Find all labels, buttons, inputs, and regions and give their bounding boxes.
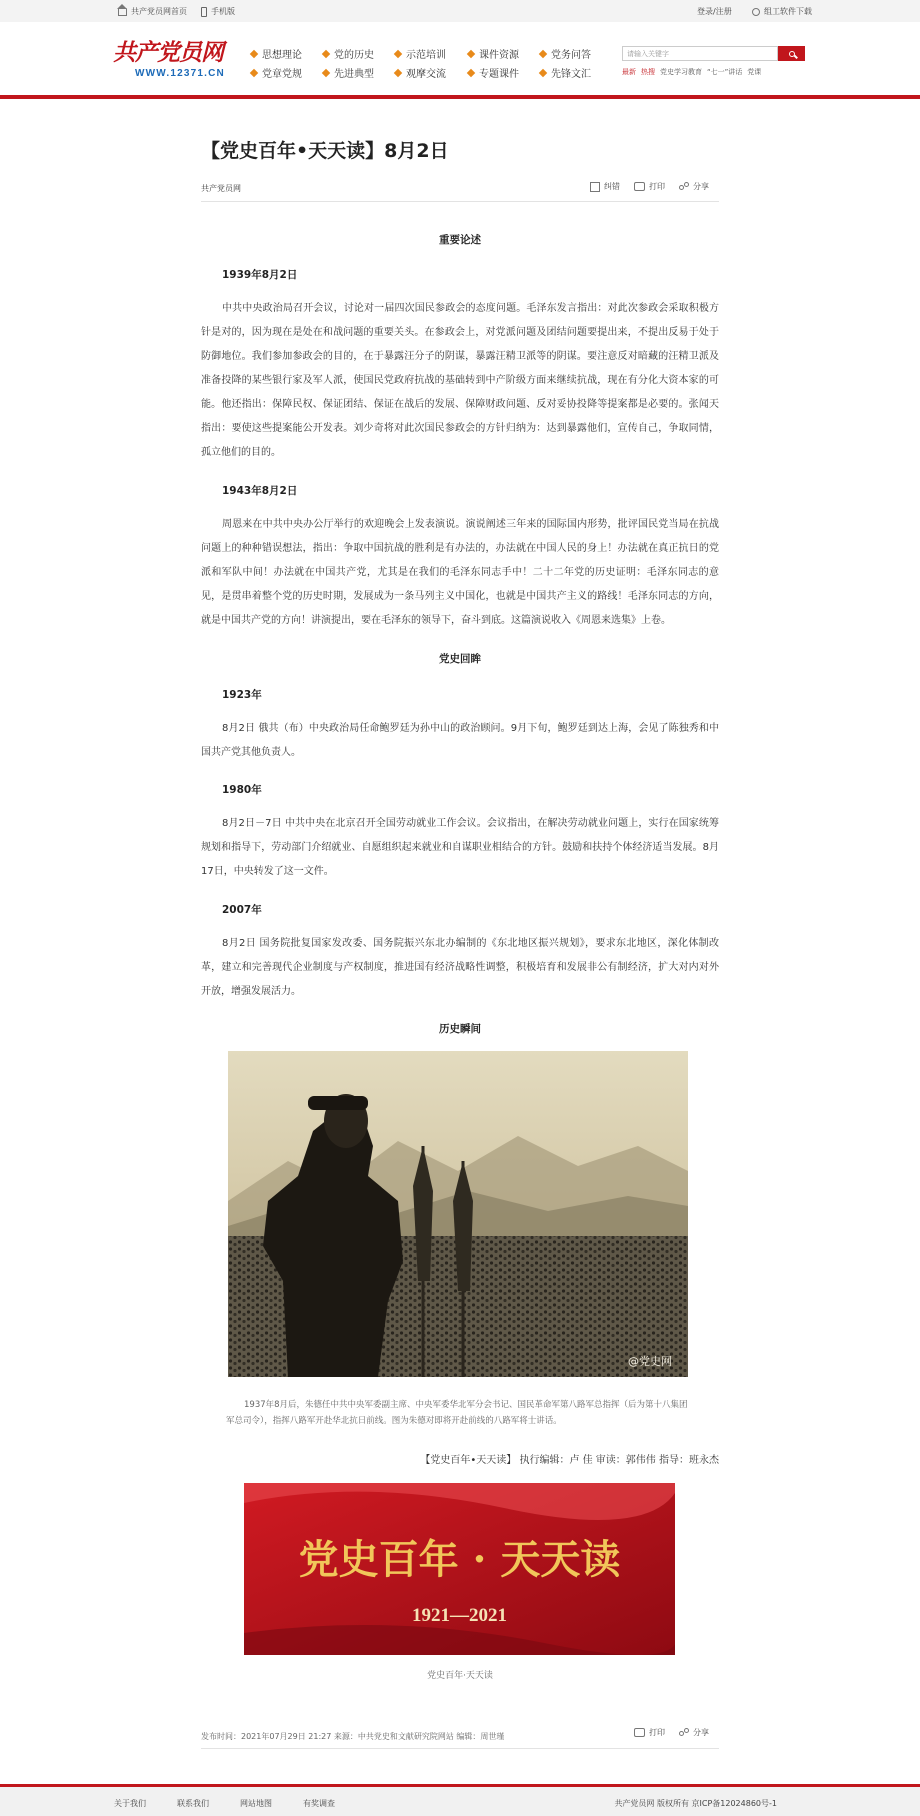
paragraph: 中共中央政治局召开会议，讨论对一届四次国民参政会的态度问题。毛泽东发言指出：对此次参政会采取积极方针是对的，因为现在是处在和战问题的重要关头。在参政会上，对党派问题及团结问题要提出来，不提出反易于处于防御地位。我们参加参政会的目的，在于暴露汪分子的阴谋，暴露汪精卫派等的阴谋。要注意反对暗藏的汪精卫派及准备投降的某些银行家及军人派，使国民党政府抗战的基础转到中产阶级方面来继续抗战，现在有分化大资本家的可能。他还指出：保障民权、保证团结、保证在战后的发展、保障财政问题、反对妥协投降等提案都是必要的。张闻天指出：要使这些提案能公开发表。刘少奇将对此次国民参政会的方针归纳为：达到暴露他们，宣传自己，争取同情，孤立他们的目的。 (201, 303, 719, 458)
paragraph: 周恩来在中共中央办公厅举行的欢迎晚会上发表演说。演说阐述三年来的国际国内形势，批评国民党当局在抗战问题上的种种错误想法，指出：争取中国抗战的胜利是有办法的，办法就在中国人民的身上！办法就在真正抗日的党派和军队中间！办法就在中国共产党，尤其是在我们的毛泽东同志手中！二十二年党的历史证明：毛泽东同志的意见，是贯串着整个党的历史时期，发展成为一条马列主义中国化，也就是中国共产主义的路线！毛泽东同志的方向，就是中国共产党的方向！讲演提出，要在毛泽东的领导下，奋斗到底。这篇演说收入《周恩来选集》上卷。 (201, 519, 719, 626)
download-link[interactable]: 组工软件下载 (752, 6, 812, 17)
search-button[interactable] (778, 46, 805, 61)
article-meta (201, 180, 719, 202)
bullet-icon (467, 49, 475, 57)
print-button[interactable]: 打印 (634, 1727, 665, 1738)
editor-credit: 【党史百年•天天读】 执行编辑：卢 佳 审读：郭伟伟 指导：班永杰 (420, 1455, 719, 1466)
share-button[interactable]: 分享 (679, 181, 709, 192)
bullet-icon (394, 68, 402, 76)
footer-link[interactable]: 关于我们 (114, 1799, 146, 1808)
paragraph: 8月2日 国务院批复国家发改委、国务院振兴东北办编制的《东北地区振兴规划》，要求东北地区，深化体制改革，建立和完善现代企业制度与产权制度，推进国有经济战略性调整，积极培育和发展非公有制经济，扩大对内对外开放，增强发展活力。 (201, 938, 719, 997)
bullet-icon (250, 68, 258, 76)
hot-link[interactable]: 党课 (747, 68, 762, 76)
bullet-icon (467, 68, 475, 76)
section-heading: 党史回眸 (439, 653, 481, 665)
share-icon (679, 1728, 689, 1738)
article-tools-bottom (634, 1727, 709, 1738)
year-heading: 1939年8月2日 (222, 269, 298, 281)
phone-icon (201, 7, 207, 17)
top-bar (0, 0, 920, 22)
user-icon (752, 8, 760, 16)
print-icon (634, 182, 645, 191)
year-heading: 1923年 (222, 689, 262, 701)
nav-item[interactable]: 党的历史 (323, 46, 374, 61)
mobile-link[interactable]: 手机版 (201, 6, 235, 17)
banner-title: 党史百年 · 天天读 (298, 1536, 621, 1583)
historical-photo (228, 1051, 688, 1377)
footer-link[interactable]: 网站地图 (240, 1799, 272, 1808)
series-banner (244, 1483, 675, 1655)
hot-link[interactable]: 党史学习教育 (660, 68, 702, 76)
footer-links (114, 1798, 335, 1809)
edit-icon (590, 182, 600, 192)
page-title: 【党史百年•天天读】8月2日 (201, 140, 449, 162)
correct-button[interactable]: 纠错 (590, 181, 620, 192)
section-heading: 历史瞬间 (439, 1023, 481, 1035)
nav-item[interactable]: 先锋文汇 (540, 65, 591, 80)
bullet-icon (250, 49, 258, 57)
login-link[interactable]: 登录/注册 (697, 7, 732, 16)
year-heading: 2007年 (222, 904, 262, 916)
bullet-icon (394, 49, 402, 57)
copyright: 共产党员网 版权所有 京ICP备12024860号-1 (614, 1799, 777, 1808)
header-divider (0, 95, 920, 99)
publish-info: 发布时间：2021年07月29日 21:27 来源：中共党史和文献研究院网站 编辑：周世瑾 (201, 1732, 505, 1741)
bullet-icon (539, 68, 547, 76)
share-icon (679, 182, 689, 192)
paragraph: 8月2日 俄共（布）中央政治局任命鲍罗廷为孙中山的政治顾问。9月下旬，鲍罗廷到达上海，会见了陈独秀和中国共产党其他负责人。 (201, 723, 719, 758)
nav-item[interactable]: 思想理论 (251, 46, 302, 61)
footer-link[interactable]: 有奖调查 (303, 1799, 335, 1808)
banner-caption: 党史百年·天天读 (427, 1671, 493, 1681)
search-icon (789, 51, 795, 57)
article-source: 共产党员网 (201, 184, 241, 193)
home-link[interactable]: 共产党员网首页 (118, 6, 187, 17)
paragraph: 8月2日－7日 中共中央在北京召开全国劳动就业工作会议。会议指出，在解决劳动就业问题上，实行在国家统筹规划和指导下，劳动部门介绍就业、自愿组织起来就业和自谋职业相结合的方针。鼓励和扶持个体经济适当发展。8月17日，中央转发了这一文件。 (201, 818, 719, 877)
home-icon (118, 8, 127, 16)
nav-item[interactable]: 示范培训 (395, 46, 446, 61)
share-button[interactable]: 分享 (679, 1727, 709, 1738)
site-logo[interactable]: 共产党员网 WWW.12371.CN (113, 39, 225, 79)
photo-caption: 1937年8月后，朱德任中共中央军委副主席、中央军委华北军分会书记、国民革命军第八路军总指挥（后为第十八集团军总司令），指挥八路军开赴华北抗日前线。图为朱德对即将开赴前线的八路军将士讲话。 (226, 1400, 688, 1426)
bullet-icon (539, 49, 547, 57)
year-heading: 1980年 (222, 784, 262, 796)
site-footer (0, 1784, 920, 1816)
year-heading: 1943年8月2日 (222, 485, 298, 497)
photo-watermark: @党史网 (628, 1355, 672, 1368)
nav-item[interactable]: 观摩交流 (395, 65, 446, 80)
article-tools (590, 181, 709, 192)
bullet-icon (322, 68, 330, 76)
site-header (0, 22, 920, 94)
nav-item[interactable]: 先进典型 (323, 65, 374, 80)
nav-item[interactable]: 党章党规 (251, 65, 302, 80)
hot-links: 最新 热搜 党史学习教育 “七一”讲话 党课 (622, 68, 762, 76)
nav-item[interactable]: 专题课件 (468, 65, 519, 80)
section-heading: 重要论述 (439, 234, 481, 246)
bullet-icon (322, 49, 330, 57)
nav-item[interactable]: 党务问答 (540, 46, 591, 61)
main-nav (248, 46, 608, 86)
banner-years: 1921—2021 (412, 1605, 507, 1626)
print-icon (634, 1728, 645, 1737)
hot-link[interactable]: “七一”讲话 (707, 68, 743, 76)
publish-meta (201, 1727, 719, 1749)
print-button[interactable]: 打印 (634, 181, 665, 192)
photo-illustration (228, 1051, 688, 1377)
nav-item[interactable]: 课件资源 (468, 46, 519, 61)
banner-graphic (244, 1483, 675, 1655)
search-input[interactable]: 请输入关键字 (622, 46, 778, 61)
footer-link[interactable]: 联系我们 (177, 1799, 209, 1808)
